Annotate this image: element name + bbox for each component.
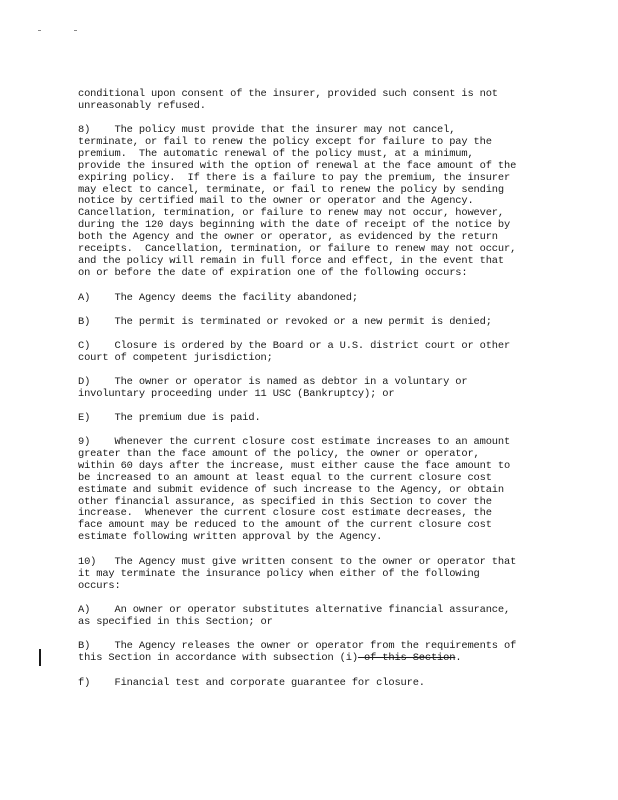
paragraph-10-b	[78, 641, 548, 665]
paragraph-10-b-line2: this Section in accordance with subsection (i)	[78, 651, 358, 664]
scan-mark	[38, 30, 41, 31]
paragraph-10-b-line1: B) The Agency releases the owner or operator from the requirements of	[78, 640, 517, 652]
revision-change-bar	[39, 649, 41, 666]
paragraph-8-c: C) Closure is ordered by the Board or a U.S. district court or other court of competent jurisdiction;	[78, 340, 511, 364]
paragraph-8-e: E) The premium due is paid.	[78, 412, 261, 424]
paragraph-10-b-end: .	[455, 651, 462, 664]
subsection-f-heading: f) Financial test and corporate guarantee for closure.	[78, 677, 425, 689]
paragraph-8-b: B) The permit is terminated or revoked or a new permit is denied;	[78, 316, 492, 328]
paragraph-9: 9) Whenever the current closure cost estimate increases to an amount greater than the face amount of the policy, the owner or operator, within 60 days after the increase, must either cause the face amount to be increased to an amount at least equal to the current closure cost estimate and submit evidence of such increase to the Agency, or obtain other financial assurance, as specified in this Section to cover the increase. Whenever the current closure cost estimate decreases, the face amount may be reduced to the amount of the current closure cost estimate following written approval by the Agency.	[78, 436, 511, 544]
paragraph-8-d: D) The owner or operator is named as debtor in a voluntary or involuntary proceeding under 11 USC (Bankruptcy); or	[78, 376, 468, 400]
struck-text: of this Section	[357, 651, 456, 664]
paragraph-8-a: A) The Agency deems the facility abandoned;	[78, 292, 358, 304]
paragraph-10-a: A) An owner or operator substitutes alternative financial assurance, as specified in this Section; or	[78, 604, 511, 628]
paragraph-8: 8) The policy must provide that the insurer may not cancel, terminate, or fail to renew the policy except for failure to pay the premium. The automatic renewal of the policy must, at a minimum, provide the insured with the option of renewal at the face amount of the expiring policy. If there is a failure to pay the premium, the insurer may elect to cancel, terminate, or fail to renew the policy by sending notice by certified mail to the owner or operator and the Agency. Cancellation, termination, or failure to renew may not occur, however, during the 120 days beginning with the date of receipt of the notice by both the Agency and the owner or operator, as evidenced by the return receipts. Cancellation, termination, or failure to renew may not occur, and the policy will remain in full force and effect, in the event that on or before the date of expiration one of the following occurs:	[78, 124, 517, 279]
paragraph-10: 10) The Agency must give written consent to the owner or operator that it may terminate the insurance policy when either of the following occurs:	[78, 556, 517, 592]
paragraph-continuation: conditional upon consent of the insurer, provided such consent is not unreasonably refused.	[78, 88, 498, 112]
scan-mark	[74, 30, 77, 31]
